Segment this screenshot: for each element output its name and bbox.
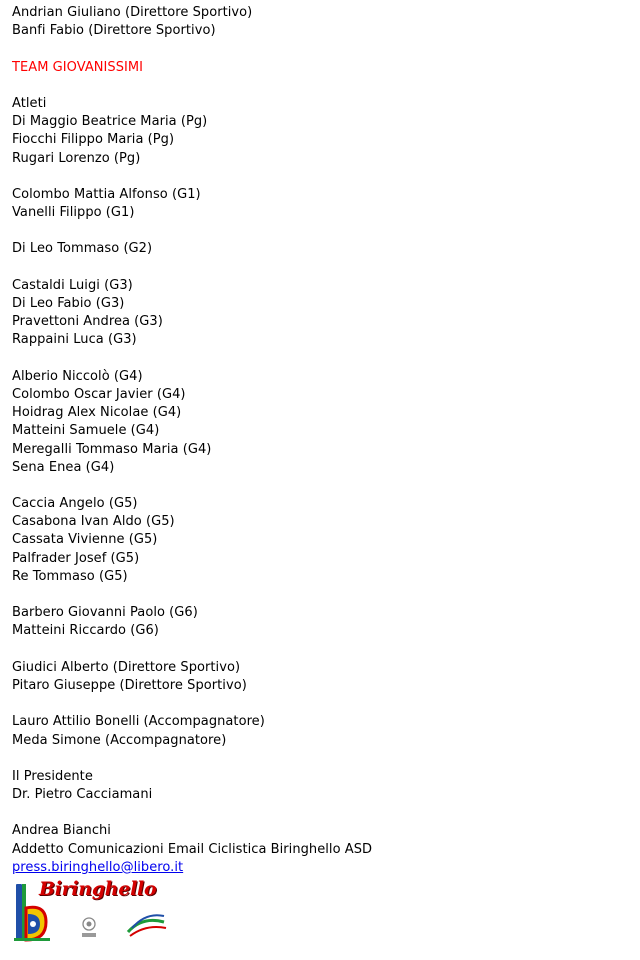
email-link[interactable]: press.biringhello@libero.it bbox=[12, 859, 184, 875]
text-line: Pitaro Giuseppe (Direttore Sportivo) bbox=[12, 677, 247, 693]
text-line: Caccia Angelo (G5) bbox=[12, 496, 138, 512]
text-line: Alberio Niccolò (G4) bbox=[12, 368, 143, 384]
text-line: Banfi Fabio (Direttore Sportivo) bbox=[12, 23, 216, 39]
text-line: Andrea Bianchi bbox=[12, 823, 111, 839]
text-line: Colombo Oscar Javier (G4) bbox=[12, 386, 186, 402]
text-line: Di Leo Fabio (G3) bbox=[12, 296, 125, 311]
blank-line bbox=[12, 40, 622, 58]
text-line: Sena Enea (G4) bbox=[12, 459, 115, 475]
blank-line bbox=[12, 168, 622, 186]
text-line: Matteini Samuele (G4) bbox=[12, 423, 160, 439]
blank-line bbox=[12, 750, 622, 768]
text-line: Andrian Giuliano (Direttore Sportivo) bbox=[12, 5, 253, 20]
text-line: Casabona Ivan Aldo (G5) bbox=[12, 514, 175, 530]
blank-line bbox=[12, 259, 622, 277]
blank-line bbox=[12, 641, 622, 659]
blank-line bbox=[12, 477, 622, 495]
text-line: Di Leo Tommaso (G2) bbox=[12, 241, 153, 257]
text-line: Barbero Giovanni Paolo (G6) bbox=[12, 605, 198, 621]
swoosh-emblem-icon bbox=[128, 915, 166, 936]
text-line: Castaldi Luigi (G3) bbox=[12, 277, 133, 293]
logo-brand-text: Biringhello bbox=[39, 878, 157, 900]
text-line: Meregalli Tommaso Maria (G4) bbox=[12, 441, 212, 457]
blank-line bbox=[12, 804, 622, 822]
text-line: Matteini Riccardo (G6) bbox=[12, 623, 159, 639]
text-line: Fiocchi Filippo Maria (Pg) bbox=[12, 132, 175, 148]
text-line: Addetto Comunicazioni Email Ciclistica Biringhello ASD bbox=[12, 841, 373, 857]
blank-line bbox=[12, 350, 622, 368]
text-line: Hoidrag Alex Nicolae (G4) bbox=[12, 405, 182, 421]
biringhello-logo bbox=[12, 878, 172, 944]
text-line: Lauro Attilio Bonelli (Accompagnatore) bbox=[12, 714, 265, 730]
text-line: Vanelli Filippo (G1) bbox=[12, 205, 135, 221]
document-body bbox=[12, 4, 622, 877]
text-line: Di Maggio Beatrice Maria (Pg) bbox=[12, 114, 208, 130]
federation-badge-icon bbox=[82, 918, 96, 937]
blank-line bbox=[12, 222, 622, 240]
section-heading: TEAM GIOVANISSIMI bbox=[12, 59, 144, 75]
text-line: Atleti bbox=[12, 95, 47, 111]
text-line: Colombo Mattia Alfonso (G1) bbox=[12, 186, 201, 202]
text-line: Giudici Alberto (Direttore Sportivo) bbox=[12, 659, 241, 675]
text-lines bbox=[12, 4, 622, 859]
text-line: Rugari Lorenzo (Pg) bbox=[12, 150, 141, 166]
text-line: Cassata Vivienne (G5) bbox=[12, 532, 158, 548]
blank-line bbox=[12, 586, 622, 604]
text-line: Palfrader Josef (G5) bbox=[12, 550, 140, 566]
text-line: Pravettoni Andrea (G3) bbox=[12, 314, 163, 330]
text-line: Rappaini Luca (G3) bbox=[12, 332, 137, 348]
text-line: Il Presidente bbox=[12, 768, 93, 784]
blank-line bbox=[12, 77, 622, 95]
text-line: Re Tommaso (G5) bbox=[12, 568, 128, 584]
blank-line bbox=[12, 695, 622, 713]
text-line: Dr. Pietro Cacciamani bbox=[12, 787, 153, 803]
text-line: Meda Simone (Accompagnatore) bbox=[12, 732, 227, 748]
